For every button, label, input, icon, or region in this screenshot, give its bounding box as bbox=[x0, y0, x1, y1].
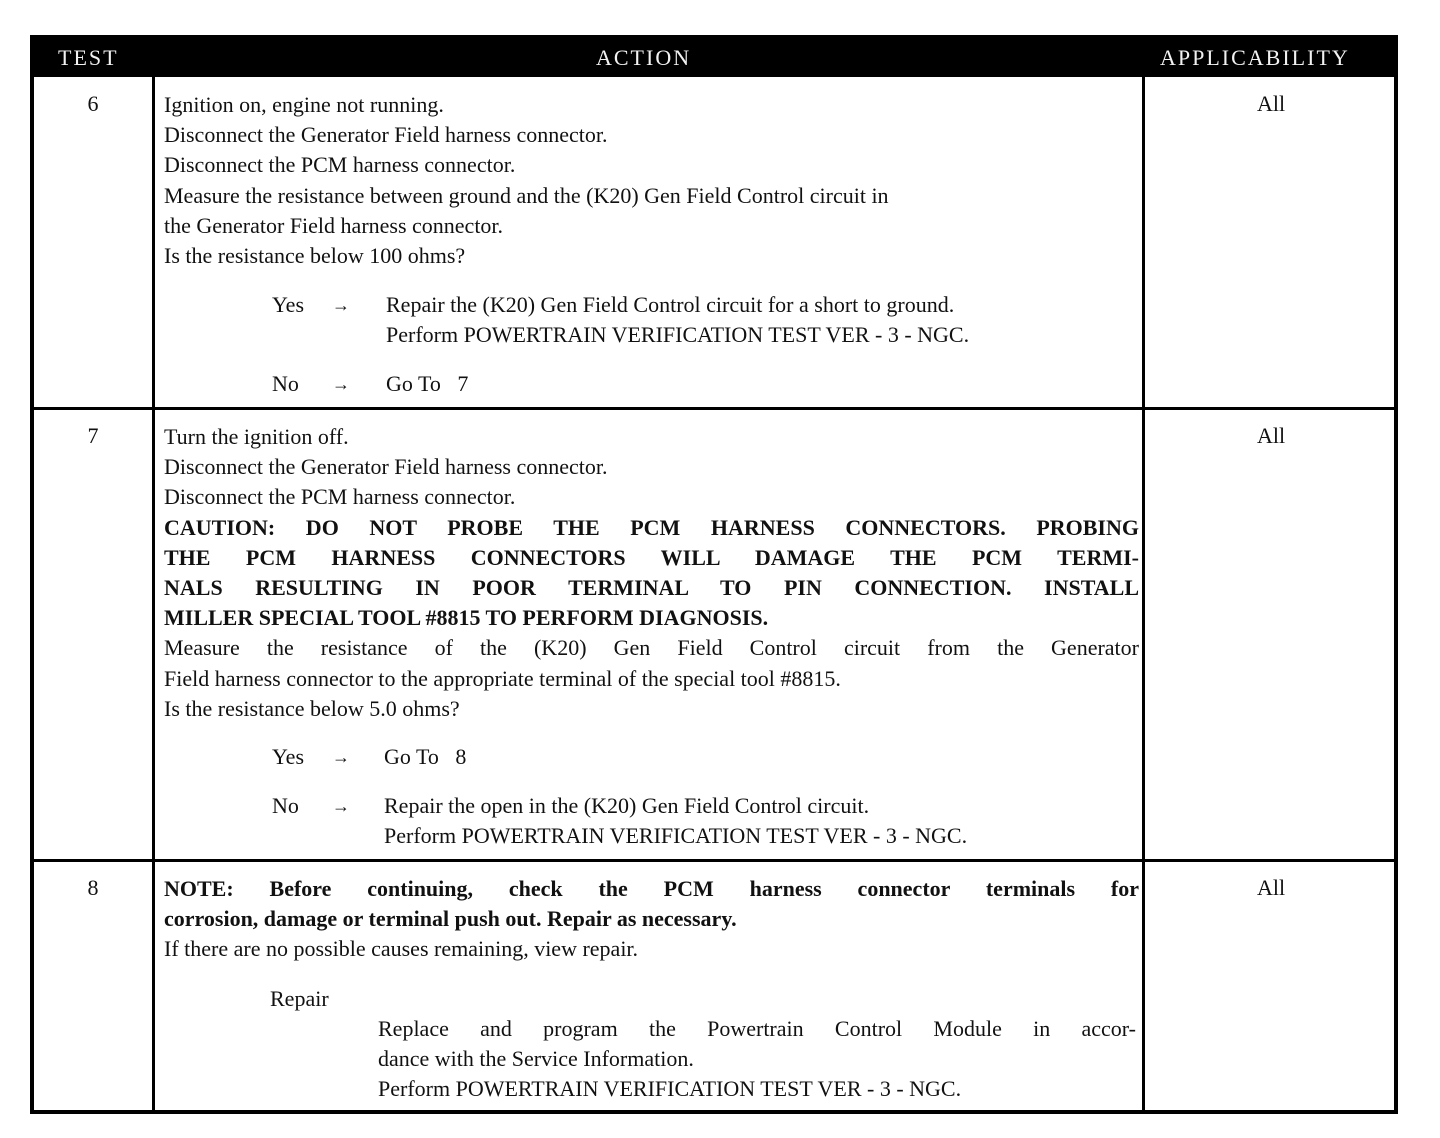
row-divider bbox=[34, 859, 1394, 862]
repair-text: Replace and program the Powertrain Control Module in accor- dance with the Service Information. Perform POWERTRAIN VERIFICATION TEST VER - 3 - NGC. bbox=[378, 1016, 1136, 1102]
applicability-value: All bbox=[1256, 875, 1286, 900]
header-action: ACTION bbox=[596, 45, 692, 70]
repair-label: Repair bbox=[270, 986, 329, 1011]
arrow-icon: → bbox=[332, 747, 350, 767]
caution-text: CAUTION: DO NOT PROBE THE PCM HARNESS CONNECTORS. PROBING bbox=[164, 514, 1139, 540]
applicability-value: All bbox=[1256, 91, 1286, 116]
caution-text: MILLER SPECIAL TOOL #8815 TO PERFORM DIAGNOSIS. bbox=[164, 605, 769, 631]
result-text: Repair the (K20) Gen Field Control circuit for a short to ground. Perform POWERTRAIN VERIFICATION TEST VER - 3 - NGC. bbox=[386, 292, 970, 348]
caution-text: THE PCM HARNESS CONNECTORS WILL DAMAGE THE PCM TERMI- bbox=[164, 544, 1139, 570]
note-text: corrosion, damage or terminal push out. Repair as necessary. bbox=[164, 906, 737, 932]
arrow-icon: → bbox=[332, 796, 350, 816]
caution-text: NALS RESULTING IN POOR TERMINAL TO PIN CONNECTION. INSTALL bbox=[164, 575, 1139, 601]
row-divider bbox=[34, 407, 1394, 410]
applicability-value: All bbox=[1256, 423, 1286, 448]
action-text: Ignition on, engine not running. Disconnect the Generator Field harness connector. Disconnect the PCM harness connector. Measure the resistance between ground and the (K20) Gen Field Control circuit in the Generator Field harness connector. Is the resistance below 100 ohms? bbox=[164, 92, 889, 269]
result-text: Go To 7 bbox=[386, 371, 469, 396]
result-label: Yes bbox=[272, 292, 305, 317]
table-header bbox=[34, 39, 1394, 77]
action-text: NOTE: Before continuing, check the PCM harness connector terminals for corrosion, damage or terminal push out. Repair as necessary. If there are no possible causes remaining, view repair. bbox=[164, 876, 1139, 962]
action-text: Turn the ignition off. Disconnect the Generator Field harness connector. Disconnect the PCM harness connector. CAUTION: DO NOT PROBE THE PCM HARNESS CONNECTORS. PROBING THE PCM HARNESS CONNECTORS WILL DAMAGE THE PCM TERMI- NALS RESULTING IN POOR TERMINAL TO PIN CONNECTION. INSTALL MILLER SPECIAL TOOL #8815 TO PERFORM DIAGNOSIS. Measure the resistance of the (K20) Gen Field Control circuit from the Generator Field harness connector to the appropriate terminal of the special tool #8815. Is the resistance below 5.0 ohms? bbox=[164, 424, 1139, 721]
header-applicability: APPLICABILITY bbox=[1160, 45, 1350, 70]
result-label: No bbox=[272, 793, 299, 818]
test-number: 7 bbox=[87, 423, 99, 448]
note-text: NOTE: Before continuing, check the PCM harness connector terminals for bbox=[164, 876, 1139, 901]
arrow-icon: → bbox=[332, 295, 350, 315]
arrow-icon: → bbox=[332, 374, 350, 394]
column-divider bbox=[152, 39, 155, 1110]
diagnostic-table bbox=[30, 35, 1398, 1114]
column-divider bbox=[1142, 39, 1145, 1110]
result-label: Yes bbox=[272, 744, 305, 769]
result-label: No bbox=[272, 371, 299, 396]
header-test: TEST bbox=[58, 45, 119, 70]
test-number: 6 bbox=[87, 91, 99, 116]
test-number: 8 bbox=[87, 875, 99, 900]
result-text: Repair the open in the (K20) Gen Field Control circuit. Perform POWERTRAIN VERIFICATION TEST VER - 3 - NGC. bbox=[384, 793, 968, 849]
result-text: Go To 8 bbox=[384, 744, 467, 769]
